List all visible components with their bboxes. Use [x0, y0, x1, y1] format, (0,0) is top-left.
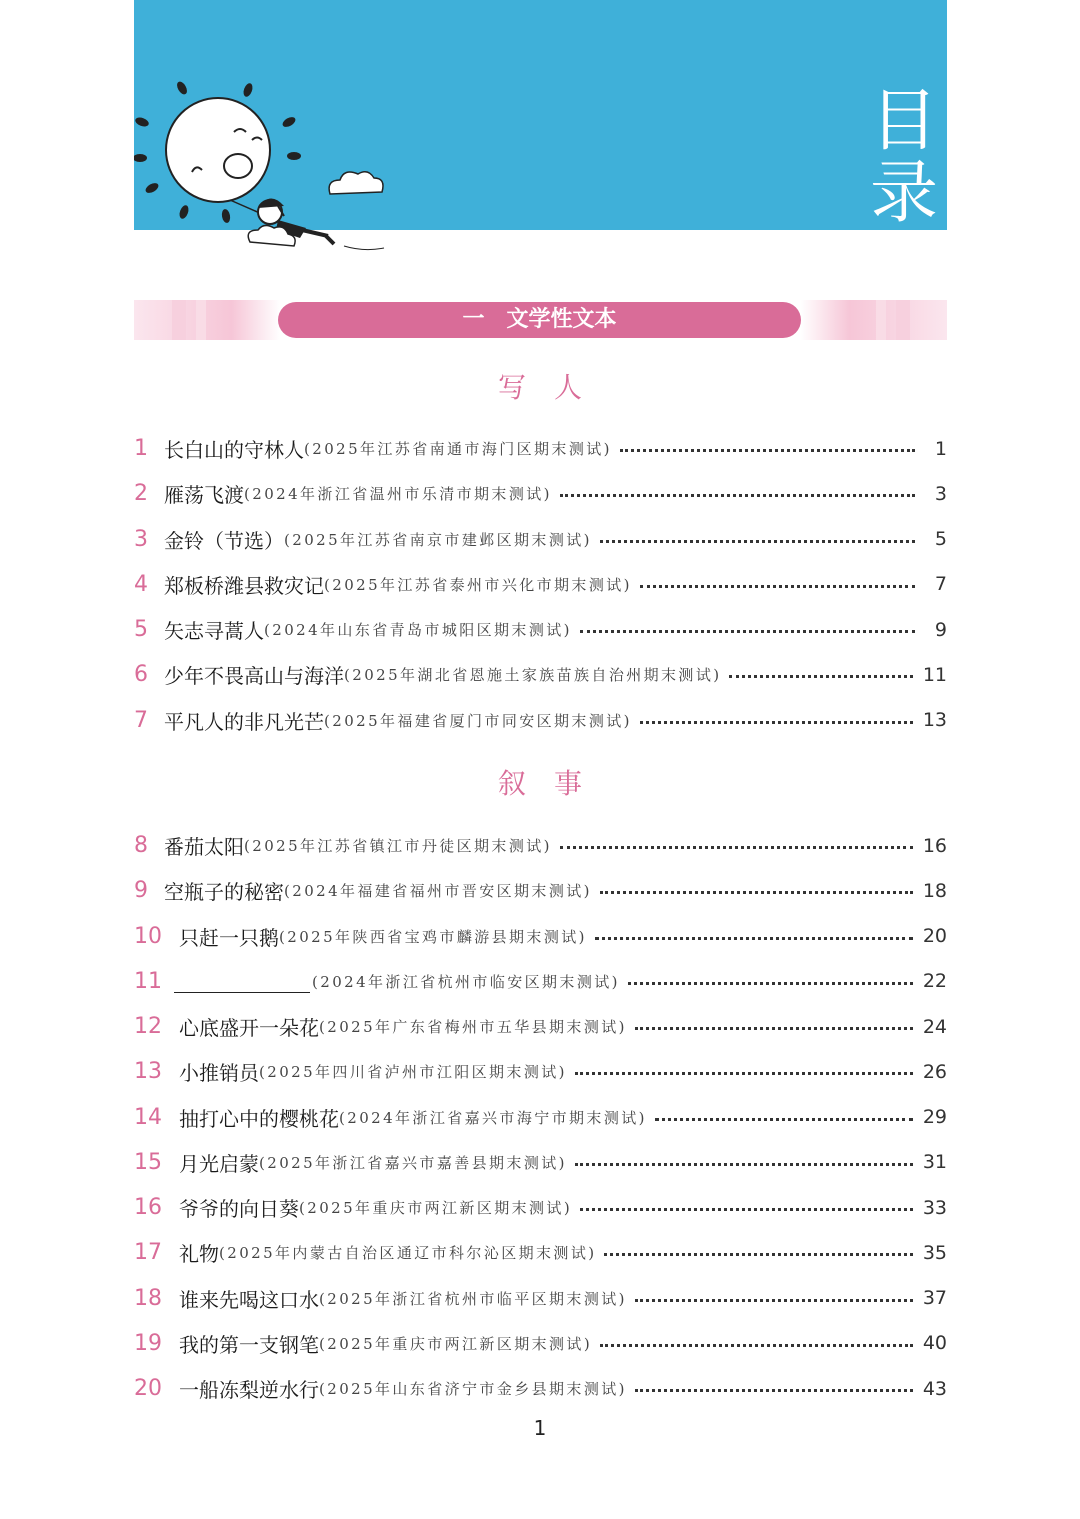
leader-dots [560, 846, 913, 849]
toc-item[interactable] [134, 426, 947, 471]
item-source: (2024年山东省青岛市城阳区期末测试) [264, 621, 572, 640]
item-page: 40 [922, 1332, 947, 1355]
toc-item[interactable] [134, 562, 947, 607]
item-page: 31 [922, 1151, 947, 1174]
item-source: (2025年江苏省镇江市丹徒区期末测试) [244, 837, 552, 856]
item-source: (2024年浙江省杭州市临安区期末测试) [312, 972, 620, 991]
toc-item[interactable] [134, 471, 947, 516]
item-number: 3 [134, 526, 148, 552]
leader-dots [640, 721, 913, 724]
item-title[interactable]: 小推销员 [179, 1061, 259, 1086]
item-title[interactable]: 雁荡飞渡 [164, 483, 244, 508]
item-number: 10 [134, 923, 162, 949]
item-number: 14 [134, 1104, 162, 1130]
toc-item[interactable] [134, 1366, 947, 1411]
item-number: 5 [134, 617, 148, 643]
item-number: 1 [134, 436, 148, 462]
item-number: 16 [134, 1195, 162, 1221]
item-number: 9 [134, 878, 148, 904]
item-source: (2025年江苏省南京市建邺区期末测试) [284, 530, 592, 549]
item-page: 1 [934, 437, 947, 460]
item-title[interactable]: 心底盛开一朵花 [179, 1016, 319, 1041]
item-page: 22 [922, 970, 947, 993]
toc-item[interactable] [134, 1049, 947, 1094]
leader-dots [600, 1344, 913, 1347]
item-number: 4 [134, 571, 148, 597]
leader-dots [729, 675, 912, 678]
leader-dots [575, 1163, 913, 1166]
item-title[interactable]: 金铃（节选） [164, 528, 284, 553]
item-page: 29 [922, 1106, 947, 1129]
title-char-2: 录 [869, 154, 938, 233]
bar-stripe [896, 300, 910, 340]
item-title[interactable]: 礼物 [179, 1242, 219, 1267]
section-title: 一 文学性文本 [278, 302, 801, 338]
item-page: 37 [922, 1287, 947, 1310]
leader-dots [560, 494, 915, 497]
item-title[interactable]: 空瓶子的秘密 [164, 880, 284, 905]
item-page: 33 [922, 1196, 947, 1219]
item-page: 24 [922, 1015, 947, 1038]
page-title [867, 82, 941, 233]
page-number: 1 [533, 1416, 547, 1440]
item-title[interactable]: 月光启蒙 [179, 1151, 259, 1176]
item-number: 6 [134, 662, 148, 688]
item-title[interactable]: 爷爷的向日葵 [179, 1197, 299, 1222]
toc-item[interactable] [134, 607, 947, 652]
item-number: 2 [134, 481, 148, 507]
leader-dots [635, 1299, 913, 1302]
leader-dots [600, 891, 913, 894]
sun-icon [166, 98, 270, 202]
toc-list-xushi [134, 823, 947, 1411]
item-source: (2025年陕西省宝鸡市麟游县期末测试) [279, 927, 587, 946]
group-heading-xieren: 写人 [497, 371, 610, 404]
item-source: (2025年重庆市两江新区期末测试) [319, 1334, 593, 1353]
item-page: 16 [922, 834, 947, 857]
item-page: 35 [922, 1241, 947, 1264]
leader-dots [640, 585, 915, 588]
leader-dots [655, 1118, 913, 1121]
toc-item[interactable] [134, 1095, 947, 1140]
item-number: 8 [134, 833, 148, 859]
leader-dots [604, 1253, 912, 1256]
item-number: 19 [134, 1330, 162, 1356]
toc-item[interactable] [134, 1185, 947, 1230]
toc-item[interactable] [134, 1004, 947, 1049]
item-page: 18 [922, 879, 947, 902]
toc-item[interactable] [134, 914, 947, 959]
group-heading-xushi: 叙事 [497, 767, 610, 800]
item-source: (2025年重庆市两江新区期末测试) [299, 1199, 573, 1218]
item-title[interactable]: 矢志寻蒿人 [164, 619, 264, 644]
bar-stripe [196, 300, 206, 340]
item-source: (2024年福建省福州市晋安区期末测试) [284, 882, 592, 901]
item-page: 13 [922, 709, 947, 732]
toc-item[interactable] [134, 1140, 947, 1185]
toc-item[interactable] [134, 517, 947, 562]
title-blank-line [174, 970, 310, 993]
leader-dots [628, 982, 913, 985]
title-char-1: 目 [869, 82, 938, 161]
item-title[interactable]: 番茄太阳 [164, 835, 244, 860]
item-number: 11 [134, 968, 162, 994]
toc-item[interactable] [134, 698, 947, 743]
item-page: 5 [934, 528, 947, 551]
leader-dots [580, 630, 915, 633]
leader-dots [635, 1389, 913, 1392]
item-title[interactable]: 一船冻梨逆水行 [179, 1378, 319, 1403]
bar-stripe [172, 300, 186, 340]
toc-item[interactable] [134, 959, 947, 1004]
toc-item[interactable] [134, 868, 947, 913]
bar-stripe [876, 300, 886, 340]
item-page: 11 [922, 663, 947, 686]
item-source: (2025年广东省梅州市五华县期末测试) [319, 1018, 627, 1037]
item-source: (2024年浙江省温州市乐清市期末测试) [244, 485, 552, 504]
item-title[interactable]: 谁来先喝这口水 [179, 1287, 319, 1312]
item-page: 20 [922, 925, 947, 948]
item-source: (2024年浙江省嘉兴市海宁市期末测试) [339, 1108, 647, 1127]
leader-dots [575, 1072, 913, 1075]
leader-dots [580, 1208, 913, 1211]
item-title[interactable]: 只赶一只鹅 [179, 925, 279, 950]
item-source: (2025年福建省厦门市同安区期末测试) [324, 711, 632, 730]
leader-dots [600, 540, 915, 543]
item-source: (2025年浙江省嘉兴市嘉善县期末测试) [259, 1153, 567, 1172]
item-source: (2025年湖北省恩施土家族苗族自治州期末测试) [344, 666, 722, 685]
item-source: (2025年四川省泸州市江阳区期末测试) [259, 1063, 567, 1082]
item-title[interactable]: 郑板桥潍县救灾记 [164, 573, 324, 598]
item-number: 18 [134, 1285, 162, 1311]
item-title[interactable]: 我的第一支钢笔 [179, 1332, 319, 1357]
item-source: (2025年山东省济宁市金乡县期末测试) [319, 1380, 627, 1399]
item-page: 3 [934, 482, 947, 505]
toc-item[interactable] [134, 823, 947, 868]
item-source: (2025年浙江省杭州市临平区期末测试) [319, 1289, 627, 1308]
item-title[interactable]: 少年不畏高山与海洋 [164, 664, 344, 689]
leader-dots [595, 937, 913, 940]
item-number: 17 [134, 1240, 162, 1266]
item-number: 13 [134, 1059, 162, 1085]
item-page: 9 [934, 618, 947, 641]
leader-dots [635, 1027, 913, 1030]
item-page: 26 [922, 1060, 947, 1083]
item-page: 7 [934, 573, 947, 596]
item-number: 15 [134, 1149, 162, 1175]
item-title[interactable]: 平凡人的非凡光芒 [164, 709, 324, 734]
leader-dots [620, 449, 915, 452]
item-source: (2025年内蒙古自治区通辽市科尔沁区期末测试) [219, 1244, 597, 1263]
toc-item[interactable] [134, 652, 947, 697]
sun-and-boy-illustration [134, 70, 434, 270]
toc-item[interactable] [134, 1321, 947, 1366]
item-page: 43 [922, 1377, 947, 1400]
item-number: 12 [134, 1014, 162, 1040]
item-source: (2025年江苏省南通市海门区期末测试) [304, 440, 612, 459]
item-number: 7 [134, 707, 148, 733]
item-title[interactable]: 抽打心中的樱桃花 [179, 1106, 339, 1131]
toc-list-xieren [134, 426, 947, 743]
item-source: (2025年江苏省泰州市兴化市期末测试) [324, 575, 632, 594]
item-number: 20 [134, 1376, 162, 1402]
toc-item[interactable] [134, 1230, 947, 1275]
item-title[interactable]: 长白山的守林人 [164, 438, 304, 463]
toc-item[interactable] [134, 1276, 947, 1321]
